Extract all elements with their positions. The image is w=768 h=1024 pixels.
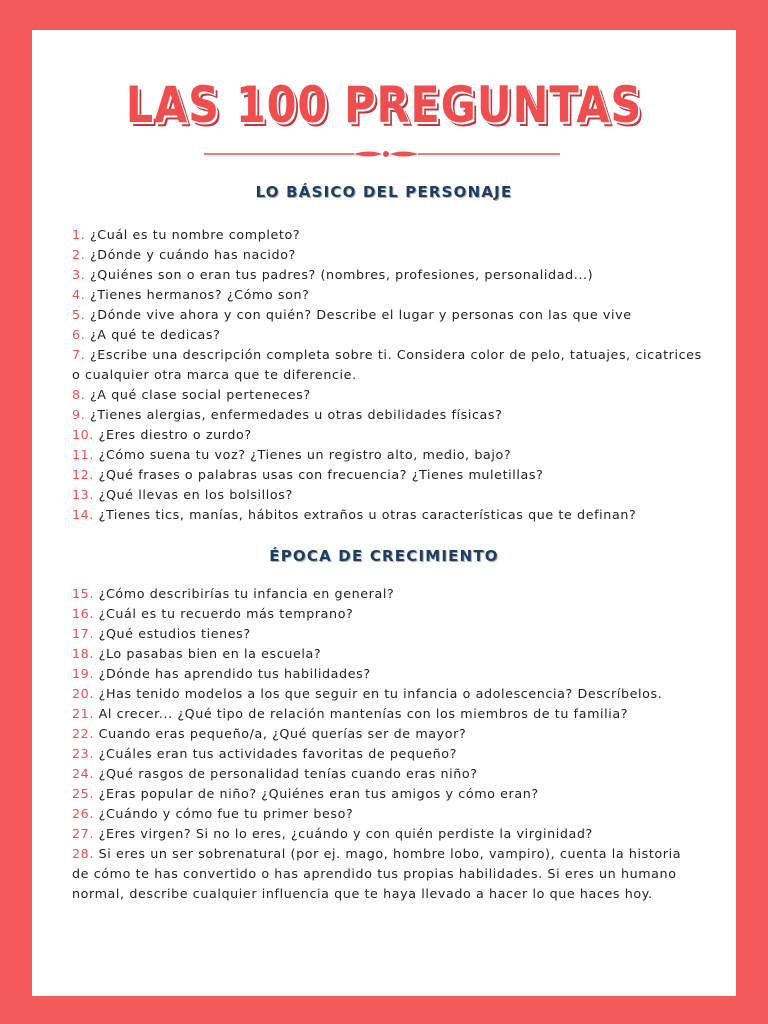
- question-text: ¿Eres virgen? Si no lo eres, ¿cuándo y con quién perdiste la virginidad?: [93, 826, 593, 841]
- question-text: ¿Cuál es tu nombre completo?: [85, 227, 301, 242]
- question-text: Cuando eras pequeño/a, ¿Qué querías ser de mayor?: [93, 726, 467, 741]
- question-text: ¿Cuál es tu recuerdo más temprano?: [93, 606, 354, 621]
- question-text: ¿Tienes tics, manías, hábitos extraños u otras características que te definan?: [93, 507, 637, 522]
- question-number: 3.: [72, 267, 86, 282]
- question-number: 15.: [72, 586, 94, 601]
- question-text: ¿Quiénes son o eran tus padres? (nombres, profesiones, personalidad...): [85, 267, 594, 282]
- question-item: [72, 704, 702, 724]
- question-item: [72, 764, 702, 784]
- question-item: [72, 245, 702, 265]
- question-text: ¿Cómo suena tu voz? ¿Tienes un registro alto, medio, bajo?: [93, 447, 512, 462]
- question-text: ¿Qué rasgos de personalidad tenías cuando eras niño?: [93, 766, 478, 781]
- question-number: 9.: [72, 407, 86, 422]
- ornamental-divider: [204, 148, 560, 160]
- question-text: ¿Cuándo y cómo fue tu primer beso?: [93, 806, 354, 821]
- question-number: 5.: [72, 307, 86, 322]
- question-item: [72, 345, 702, 385]
- question-number: 22.: [72, 726, 94, 741]
- question-item: [72, 784, 702, 804]
- question-list-growth: [72, 584, 702, 904]
- question-item: [72, 824, 702, 844]
- question-item: [72, 584, 702, 604]
- section-heading-basics: LO BÁSICO DEL PERSONAJE: [255, 183, 513, 201]
- question-text: ¿Escribe una descripción completa sobre ti. Considera color de pelo, tatuajes, cicatrices o cualquier otra marca que te diferencie.: [72, 347, 702, 382]
- section-heading-growth: ÉPOCA DE CRECIMIENTO: [269, 547, 499, 565]
- question-text: ¿Cómo describirías tu infancia en general?: [93, 586, 395, 601]
- question-number: 21.: [72, 706, 94, 721]
- question-number: 23.: [72, 746, 94, 761]
- question-item: [72, 644, 702, 664]
- question-item: [72, 505, 702, 525]
- question-item: [72, 465, 702, 485]
- question-item: [72, 305, 702, 325]
- question-text: ¿A qué clase social perteneces?: [85, 387, 311, 402]
- question-item: [72, 285, 702, 305]
- question-number: 2.: [72, 247, 86, 262]
- question-number: 20.: [72, 686, 94, 701]
- question-text: Si eres un ser sobrenatural (por ej. mago, hombre lobo, vampiro), cuenta la historia de cómo te has convertido o has aprendido tus propias habilidades. Si eres un humano normal, describe cualquier influencia que te haya llevado a hacer lo que haces hoy.: [72, 846, 682, 901]
- question-text: ¿Qué frases o palabras usas con frecuencia? ¿Tienes muletillas?: [93, 467, 544, 482]
- question-item: [72, 624, 702, 644]
- question-text: ¿Cuáles eran tus actividades favoritas de pequeño?: [93, 746, 457, 761]
- question-number: 12.: [72, 467, 94, 482]
- question-item: [72, 724, 702, 744]
- question-text: ¿Eres diestro o zurdo?: [93, 427, 252, 442]
- question-text: ¿Qué estudios tienes?: [93, 626, 251, 641]
- question-item: [72, 425, 702, 445]
- question-text: Al crecer... ¿Qué tipo de relación mantenías con los miembros de tu familia?: [93, 706, 629, 721]
- question-item: [72, 485, 702, 505]
- question-item: [72, 744, 702, 764]
- question-text: ¿A qué te dedicas?: [85, 327, 221, 342]
- question-item: [72, 664, 702, 684]
- question-text: ¿Lo pasabas bien en la escuela?: [93, 646, 322, 661]
- question-number: 7.: [72, 347, 86, 362]
- question-number: 16.: [72, 606, 94, 621]
- question-number: 17.: [72, 626, 94, 641]
- question-number: 25.: [72, 786, 94, 801]
- question-number: 1.: [72, 227, 86, 242]
- question-text: ¿Dónde has aprendido tus habilidades?: [93, 666, 371, 681]
- question-text: ¿Tienes alergias, enfermedades u otras debilidades físicas?: [85, 407, 503, 422]
- question-item: [72, 445, 702, 465]
- question-number: 19.: [72, 666, 94, 681]
- document-page: [32, 30, 736, 996]
- question-item: [72, 265, 702, 285]
- question-number: 4.: [72, 287, 86, 302]
- question-number: 6.: [72, 327, 86, 342]
- question-number: 10.: [72, 427, 94, 442]
- question-text: ¿Dónde vive ahora y con quién? Describe el lugar y personas con las que vive: [85, 307, 632, 322]
- question-text: ¿Dónde y cuándo has nacido?: [85, 247, 296, 262]
- page-title: LAS 100 PREGUNTAS: [125, 76, 643, 134]
- question-number: 28.: [72, 846, 94, 861]
- question-number: 18.: [72, 646, 94, 661]
- question-item: [72, 405, 702, 425]
- question-item: [72, 684, 702, 704]
- question-number: 26.: [72, 806, 94, 821]
- question-text: ¿Eras popular de niño? ¿Quiénes eran tus amigos y cómo eran?: [93, 786, 539, 801]
- question-number: 13.: [72, 487, 94, 502]
- question-item: [72, 225, 702, 245]
- question-item: [72, 385, 702, 405]
- question-text: ¿Has tenido modelos a los que seguir en tu infancia o adolescencia? Descríbelos.: [93, 686, 663, 701]
- question-list-basics: [72, 225, 702, 525]
- question-item: [72, 844, 702, 904]
- question-number: 27.: [72, 826, 94, 841]
- question-number: 24.: [72, 766, 94, 781]
- question-number: 8.: [72, 387, 86, 402]
- question-item: [72, 604, 702, 624]
- question-number: 14.: [72, 507, 94, 522]
- question-item: [72, 325, 702, 345]
- question-text: ¿Tienes hermanos? ¿Cómo son?: [85, 287, 310, 302]
- question-number: 11.: [72, 447, 94, 462]
- question-item: [72, 804, 702, 824]
- question-text: ¿Qué llevas en los bolsillos?: [93, 487, 293, 502]
